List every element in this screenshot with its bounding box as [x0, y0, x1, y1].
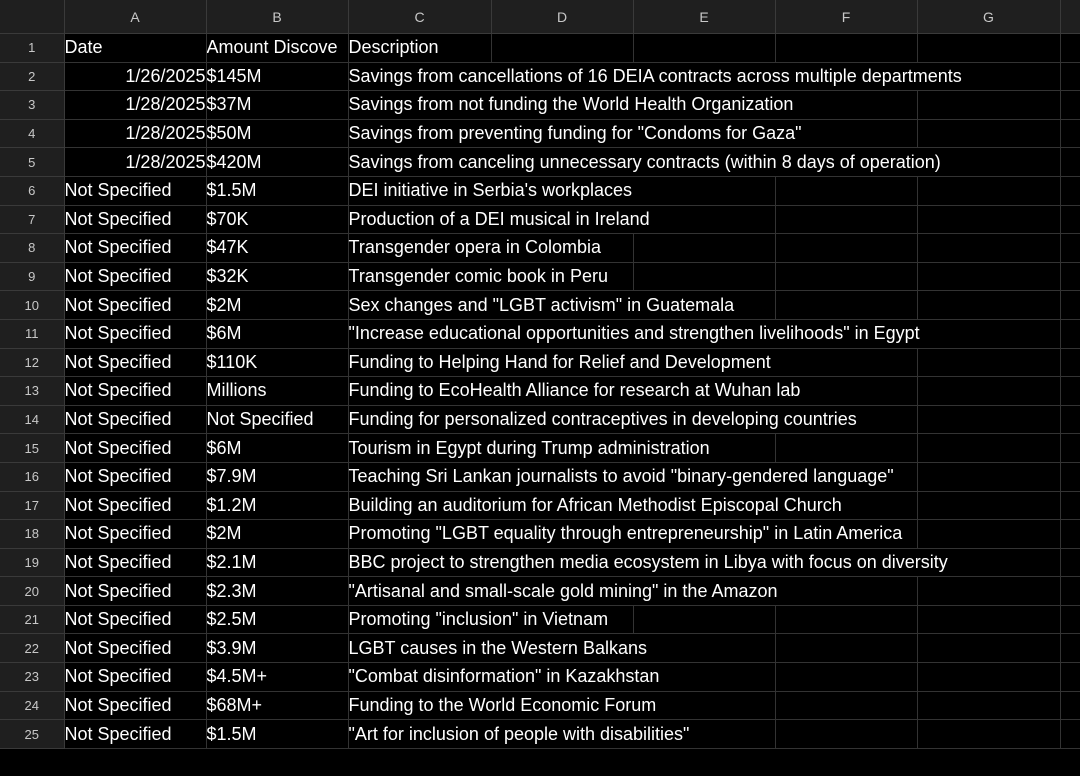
amount-cell[interactable]: $37M: [206, 91, 348, 120]
row-header[interactable]: 8: [0, 234, 64, 263]
column-header-f[interactable]: F: [775, 0, 917, 34]
empty-cell-g[interactable]: [917, 405, 1060, 434]
row-header[interactable]: 1: [0, 34, 64, 63]
empty-cell-h[interactable]: [1060, 520, 1080, 549]
description-text: Funding to the World Economic Forum: [348, 694, 657, 715]
description-cell[interactable]: [348, 348, 771, 377]
empty-cell-h[interactable]: [1060, 205, 1080, 234]
empty-cell-h[interactable]: [1060, 548, 1080, 577]
cell-d1[interactable]: [491, 34, 633, 63]
empty-cell-g[interactable]: [917, 691, 1060, 720]
amount-cell[interactable]: Millions: [206, 377, 348, 406]
date-cell[interactable]: Not Specified: [64, 405, 206, 434]
amount-cell[interactable]: $2M: [206, 291, 348, 320]
description-text: "Increase educational opportunities and strengthen livelihoods" in Egypt: [348, 323, 920, 344]
amount-cell[interactable]: $3.9M: [206, 634, 348, 663]
amount-cell[interactable]: $6M: [206, 434, 348, 463]
date-cell[interactable]: Not Specified: [64, 377, 206, 406]
row-header[interactable]: 20: [0, 577, 64, 606]
table-row: [0, 663, 1080, 692]
table-row: [0, 577, 1080, 606]
empty-cell-h[interactable]: [1060, 91, 1080, 120]
date-cell[interactable]: Not Specified: [64, 691, 206, 720]
cell-e1[interactable]: [633, 34, 775, 63]
empty-cell-f[interactable]: [775, 663, 917, 692]
empty-cell-h[interactable]: [1060, 605, 1080, 634]
description-cell[interactable]: [348, 234, 601, 263]
row-header[interactable]: 5: [0, 148, 64, 177]
table-row: [0, 176, 1080, 205]
empty-cell-h[interactable]: [1060, 176, 1080, 205]
amount-cell[interactable]: $4.5M+: [206, 663, 348, 692]
row-header[interactable]: 3: [0, 91, 64, 120]
empty-cell-h[interactable]: [1060, 348, 1080, 377]
description-cell[interactable]: [348, 605, 609, 634]
description-cell[interactable]: [348, 577, 778, 606]
description-cell[interactable]: [348, 663, 660, 692]
description-cell[interactable]: [348, 119, 802, 148]
empty-cell-g[interactable]: [917, 462, 1060, 491]
description-cell[interactable]: [348, 520, 903, 549]
table-row: [0, 491, 1080, 520]
empty-cell-g[interactable]: [917, 176, 1060, 205]
description-text: "Combat disinformation" in Kazakhstan: [348, 666, 660, 687]
description-text: DEI initiative in Serbia's workplaces: [348, 180, 633, 201]
table-row: [0, 462, 1080, 491]
table-row: [0, 377, 1080, 406]
description-cell[interactable]: [348, 291, 735, 320]
empty-cell-f[interactable]: [775, 605, 917, 634]
table-row: [0, 348, 1080, 377]
row-header[interactable]: 18: [0, 520, 64, 549]
amount-cell[interactable]: $50M: [206, 119, 348, 148]
description-text: Savings from preventing funding for "Condoms for Gaza": [348, 123, 802, 144]
description-cell[interactable]: [348, 548, 948, 577]
row-header[interactable]: 15: [0, 434, 64, 463]
empty-cell-e[interactable]: [633, 234, 775, 263]
column-header-a[interactable]: A: [64, 0, 206, 34]
column-header-d[interactable]: D: [491, 0, 633, 34]
empty-cell-g[interactable]: [917, 348, 1060, 377]
empty-cell-f[interactable]: [775, 720, 917, 749]
date-cell[interactable]: Not Specified: [64, 663, 206, 692]
row-header[interactable]: 2: [0, 62, 64, 91]
row-header[interactable]: 11: [0, 319, 64, 348]
description-cell[interactable]: [348, 491, 842, 520]
description-cell[interactable]: [348, 176, 633, 205]
date-cell[interactable]: Not Specified: [64, 720, 206, 749]
empty-cell-h[interactable]: [1060, 634, 1080, 663]
row-header[interactable]: 14: [0, 405, 64, 434]
description-cell[interactable]: [348, 91, 794, 120]
date-cell[interactable]: Not Specified: [64, 319, 206, 348]
table-row: [0, 91, 1080, 120]
date-cell[interactable]: Not Specified: [64, 520, 206, 549]
empty-cell-h[interactable]: [1060, 262, 1080, 291]
empty-cell-f[interactable]: [775, 348, 917, 377]
description-cell[interactable]: [348, 205, 650, 234]
description-text: Transgender comic book in Peru: [348, 266, 608, 287]
empty-cell-h[interactable]: [1060, 291, 1080, 320]
empty-cell-h[interactable]: [1060, 577, 1080, 606]
cell-g1[interactable]: [917, 34, 1060, 63]
cell-f1[interactable]: [775, 34, 917, 63]
table-row: [0, 319, 1080, 348]
empty-cell-h[interactable]: [1060, 691, 1080, 720]
empty-cell-e[interactable]: [633, 605, 775, 634]
date-cell[interactable]: Not Specified: [64, 577, 206, 606]
empty-cell-g[interactable]: [917, 577, 1060, 606]
description-text: Savings from canceling unnecessary contracts (within 8 days of operation): [348, 151, 941, 172]
cell-h1[interactable]: [1060, 34, 1080, 63]
empty-cell-f[interactable]: [775, 262, 917, 291]
empty-cell-g[interactable]: [917, 434, 1060, 463]
empty-cell-g[interactable]: [917, 605, 1060, 634]
date-cell[interactable]: Not Specified: [64, 548, 206, 577]
amount-cell[interactable]: $68M+: [206, 691, 348, 720]
empty-cell-g[interactable]: [917, 205, 1060, 234]
empty-cell-g[interactable]: [917, 377, 1060, 406]
date-cell[interactable]: 1/28/2025: [64, 91, 206, 120]
select-all-corner[interactable]: [0, 0, 64, 34]
date-cell[interactable]: Not Specified: [64, 176, 206, 205]
column-header-row: [0, 0, 1080, 34]
column-header-g[interactable]: G: [917, 0, 1060, 34]
amount-cell[interactable]: $1.2M: [206, 491, 348, 520]
description-cell[interactable]: [348, 462, 894, 491]
cell-c1[interactable]: Description: [348, 34, 491, 63]
description-text: Promoting "LGBT equality through entrepreneurship" in Latin America: [348, 523, 903, 544]
empty-cell-g[interactable]: [917, 319, 1060, 348]
empty-cell-h[interactable]: [1060, 148, 1080, 177]
date-cell[interactable]: Not Specified: [64, 462, 206, 491]
row-header[interactable]: 6: [0, 176, 64, 205]
column-header-h[interactable]: [1060, 0, 1080, 34]
empty-cell-f[interactable]: [775, 91, 917, 120]
empty-cell-g[interactable]: [917, 634, 1060, 663]
empty-cell-h[interactable]: [1060, 462, 1080, 491]
empty-cell-h[interactable]: [1060, 377, 1080, 406]
description-text: LGBT causes in the Western Balkans: [348, 637, 647, 658]
row-header[interactable]: 7: [0, 205, 64, 234]
row-header[interactable]: 25: [0, 720, 64, 749]
empty-cell-g[interactable]: [917, 234, 1060, 263]
description-cell[interactable]: [348, 148, 941, 177]
empty-cell-h[interactable]: [1060, 491, 1080, 520]
amount-cell[interactable]: $32K: [206, 262, 348, 291]
empty-cell-g[interactable]: [917, 720, 1060, 749]
amount-cell[interactable]: $1.5M: [206, 176, 348, 205]
description-text: "Art for inclusion of people with disabilities": [348, 723, 690, 744]
amount-cell[interactable]: $110K: [206, 348, 348, 377]
date-cell[interactable]: Not Specified: [64, 291, 206, 320]
empty-cell-e[interactable]: [633, 634, 775, 663]
date-cell[interactable]: Not Specified: [64, 434, 206, 463]
description-text: Funding to Helping Hand for Relief and Development: [348, 351, 771, 372]
row-header[interactable]: 21: [0, 605, 64, 634]
empty-cell-g[interactable]: [917, 262, 1060, 291]
date-cell[interactable]: Not Specified: [64, 234, 206, 263]
description-cell[interactable]: [348, 720, 690, 749]
description-text: Savings from not funding the World Health Organization: [348, 94, 794, 115]
description-cell[interactable]: [348, 319, 920, 348]
empty-cell-f[interactable]: [775, 434, 917, 463]
cell-b1[interactable]: Amount Discove: [206, 34, 348, 63]
amount-cell[interactable]: $47K: [206, 234, 348, 263]
row-header[interactable]: 17: [0, 491, 64, 520]
table-row: [0, 605, 1080, 634]
row-header[interactable]: 23: [0, 663, 64, 692]
empty-cell-h[interactable]: [1060, 234, 1080, 263]
description-text: Funding to EcoHealth Alliance for research at Wuhan lab: [348, 380, 801, 401]
empty-cell-f[interactable]: [775, 634, 917, 663]
empty-cell-g[interactable]: [917, 663, 1060, 692]
date-cell[interactable]: Not Specified: [64, 348, 206, 377]
table-row: [0, 291, 1080, 320]
empty-cell-g[interactable]: [917, 291, 1060, 320]
empty-cell-h[interactable]: [1060, 405, 1080, 434]
table-row: [0, 148, 1080, 177]
description-cell[interactable]: [348, 62, 962, 91]
description-cell[interactable]: [348, 434, 710, 463]
empty-cell-f[interactable]: [775, 176, 917, 205]
date-cell[interactable]: 1/28/2025: [64, 119, 206, 148]
description-text: Promoting "inclusion" in Vietnam: [348, 609, 609, 630]
row-header[interactable]: 13: [0, 377, 64, 406]
description-text: Tourism in Egypt during Trump administration: [348, 437, 710, 458]
table-row: [0, 720, 1080, 749]
amount-cell[interactable]: Not Specified: [206, 405, 348, 434]
table-row: [0, 234, 1080, 263]
column-header-b[interactable]: B: [206, 0, 348, 34]
amount-cell[interactable]: $2.1M: [206, 548, 348, 577]
empty-cell-e[interactable]: [633, 205, 775, 234]
empty-cell-g[interactable]: [917, 119, 1060, 148]
amount-cell[interactable]: $2.5M: [206, 605, 348, 634]
amount-cell[interactable]: $6M: [206, 319, 348, 348]
empty-cell-e[interactable]: [633, 262, 775, 291]
date-cell[interactable]: 1/28/2025: [64, 148, 206, 177]
empty-cell-h[interactable]: [1060, 62, 1080, 91]
column-header-c[interactable]: C: [348, 0, 491, 34]
date-cell[interactable]: Not Specified: [64, 491, 206, 520]
description-text: BBC project to strengthen media ecosystem in Libya with focus on diversity: [348, 551, 948, 572]
empty-cell-h[interactable]: [1060, 434, 1080, 463]
description-text: Funding for personalized contraceptives in developing countries: [348, 409, 857, 430]
empty-cell-h[interactable]: [1060, 663, 1080, 692]
row-header[interactable]: 16: [0, 462, 64, 491]
row-header[interactable]: 10: [0, 291, 64, 320]
description-text: Building an auditorium for African Methodist Episcopal Church: [348, 494, 842, 515]
cell-a1[interactable]: Date: [64, 34, 206, 63]
table-row: [0, 634, 1080, 663]
table-row: [0, 434, 1080, 463]
table-row: [0, 262, 1080, 291]
row-header[interactable]: 22: [0, 634, 64, 663]
empty-cell-e[interactable]: [633, 176, 775, 205]
table-row: [0, 62, 1080, 91]
description-text: Transgender opera in Colombia: [348, 237, 601, 258]
empty-cell-g[interactable]: [917, 91, 1060, 120]
date-cell[interactable]: 1/26/2025: [64, 62, 206, 91]
empty-cell-h[interactable]: [1060, 119, 1080, 148]
date-cell[interactable]: Not Specified: [64, 262, 206, 291]
description-text: Savings from cancellations of 16 DEIA contracts across multiple departments: [348, 65, 962, 86]
amount-cell[interactable]: $420M: [206, 148, 348, 177]
description-text: Teaching Sri Lankan journalists to avoid "binary-gendered language": [348, 466, 894, 487]
empty-cell-g[interactable]: [917, 491, 1060, 520]
date-cell[interactable]: Not Specified: [64, 605, 206, 634]
table-row: [0, 119, 1080, 148]
date-cell[interactable]: Not Specified: [64, 205, 206, 234]
description-cell[interactable]: [348, 634, 647, 663]
table-row: [0, 405, 1080, 434]
empty-cell-f[interactable]: [775, 691, 917, 720]
amount-cell[interactable]: $145M: [206, 62, 348, 91]
row-header[interactable]: 4: [0, 119, 64, 148]
empty-cell-h[interactable]: [1060, 319, 1080, 348]
row-header[interactable]: 9: [0, 262, 64, 291]
amount-cell[interactable]: $7.9M: [206, 462, 348, 491]
table-row: [0, 548, 1080, 577]
description-text: Sex changes and "LGBT activism" in Guatemala: [348, 294, 735, 315]
amount-cell[interactable]: $70K: [206, 205, 348, 234]
amount-cell[interactable]: $2M: [206, 520, 348, 549]
amount-cell[interactable]: $1.5M: [206, 720, 348, 749]
empty-cell-g[interactable]: [917, 520, 1060, 549]
row-header[interactable]: 24: [0, 691, 64, 720]
column-header-e[interactable]: E: [633, 0, 775, 34]
row-header[interactable]: 19: [0, 548, 64, 577]
row-header[interactable]: 12: [0, 348, 64, 377]
empty-cell-h[interactable]: [1060, 720, 1080, 749]
description-cell[interactable]: [348, 405, 857, 434]
description-cell[interactable]: [348, 691, 657, 720]
table-row: [0, 520, 1080, 549]
date-cell[interactable]: Not Specified: [64, 634, 206, 663]
table-row: [0, 691, 1080, 720]
empty-cell-f[interactable]: [775, 205, 917, 234]
description-text: "Artisanal and small-scale gold mining" in the Amazon: [348, 580, 778, 601]
empty-cell-f[interactable]: [775, 577, 917, 606]
description-cell[interactable]: [348, 377, 801, 406]
table-row: [0, 34, 1080, 63]
table-row: [0, 205, 1080, 234]
empty-cell-f[interactable]: [775, 291, 917, 320]
amount-cell[interactable]: $2.3M: [206, 577, 348, 606]
empty-cell-f[interactable]: [775, 234, 917, 263]
description-text: Production of a DEI musical in Ireland: [348, 208, 650, 229]
description-cell[interactable]: [348, 262, 608, 291]
